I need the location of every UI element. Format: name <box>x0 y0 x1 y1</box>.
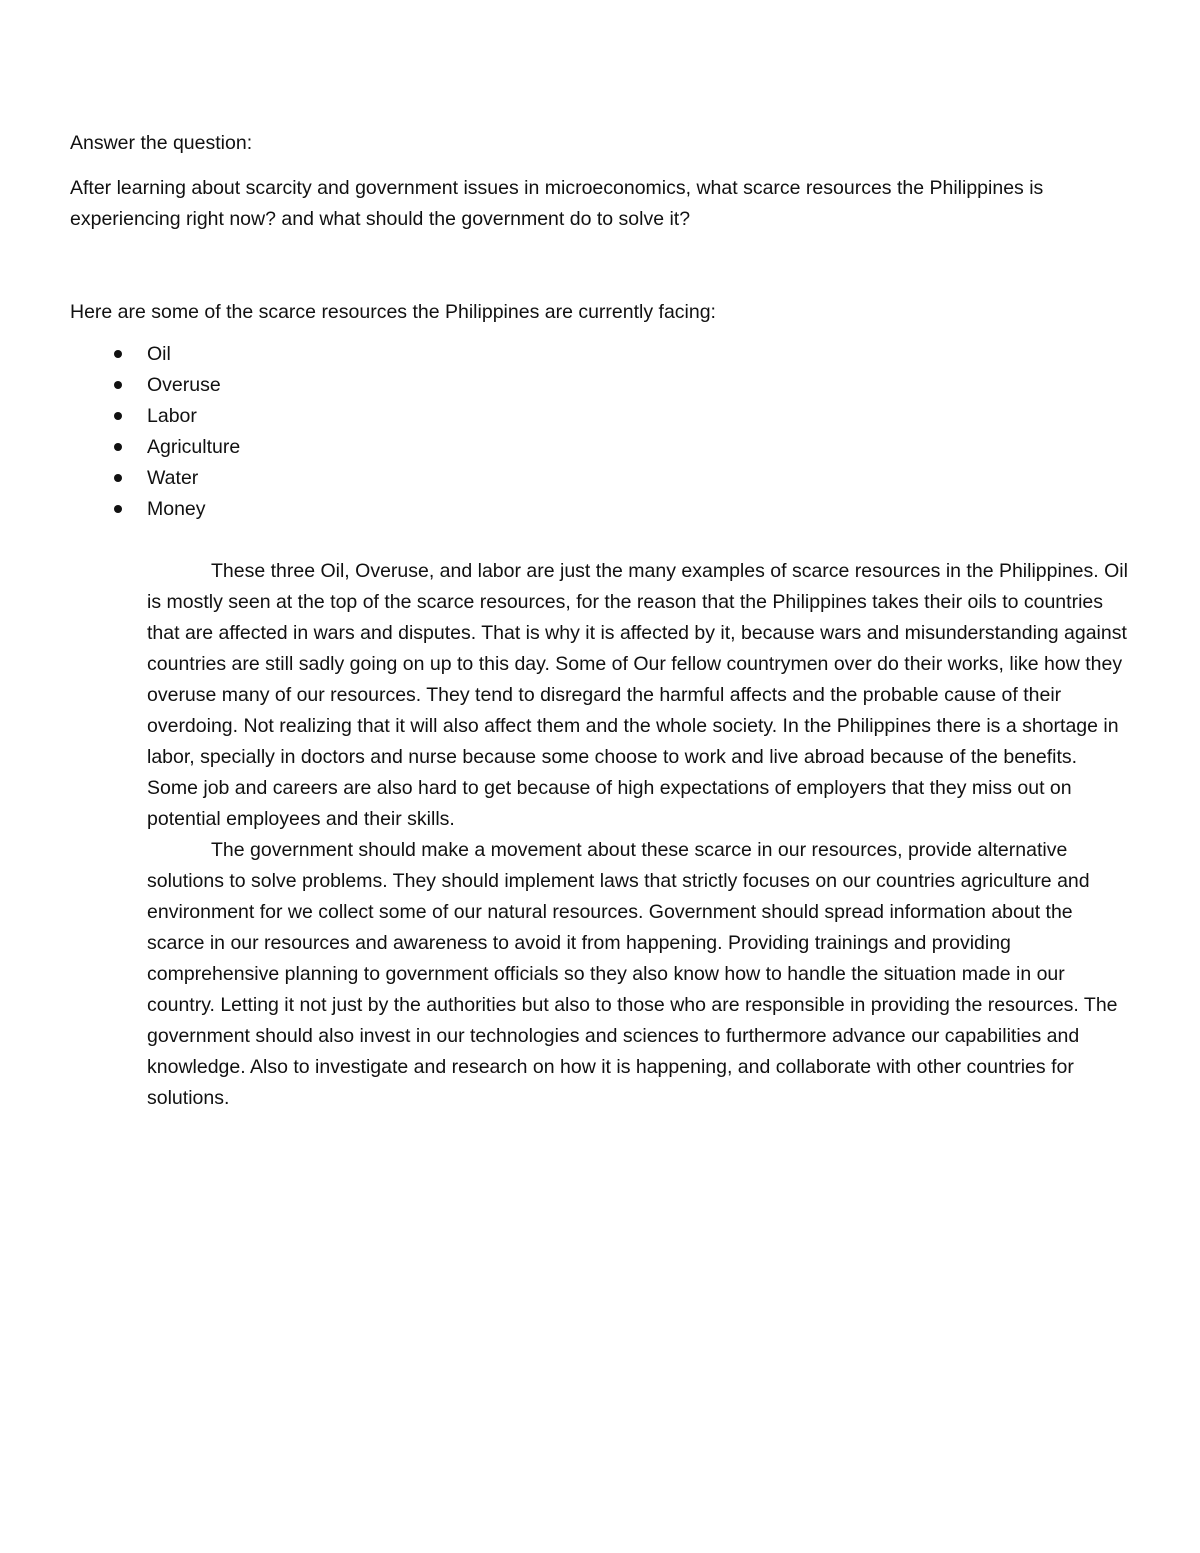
bullet-icon <box>114 443 122 451</box>
bullet-icon <box>114 474 122 482</box>
list-item <box>70 432 1135 463</box>
list-item-label: Agriculture <box>147 436 241 458</box>
bullet-icon <box>114 381 122 389</box>
essay-paragraph-government: The government should make a movement about these scarce in our resources, provide alternative solutions to solve problems. They should implement laws that strictly focuses on our countries agriculture and environment for we collect some of our natural resources. Government should spread information about the scarce in our resources and awareness to avoid it from happening. Providing trainings and providing comprehensive planning to government officials so they also know how to handle the situation made in our country. Letting it not just by the authorities but also to those who are responsible in providing the resources. The government should also invest in our technologies and sciences to furthermore advance our capabilities and knowledge. Also to investigate and research on how it is happening, and collaborate with other countries for solutions. <box>147 839 1118 1109</box>
resource-list <box>70 339 1135 525</box>
question-text: After learning about scarcity and government issues in microeconomics, what scarce resources the Philippines is experiencing right now? and what should the government do to solve it? <box>70 177 1044 230</box>
list-item <box>70 370 1135 401</box>
list-item <box>70 339 1135 370</box>
list-item-label: Money <box>147 498 206 520</box>
document-body <box>70 128 1135 1114</box>
list-item-label: Overuse <box>147 374 221 396</box>
essay-body <box>147 556 1132 1114</box>
essay-paragraph-resources: These three Oil, Overuse, and labor are just the many examples of scarce resources in the Philippines. Oil is mostly seen at the top of the scarce resources, for the reason that the Philippines takes their oils to countries that are affected in wars and disputes. That is why it is affected by it, because wars and misunderstanding against countries are still sadly going on up to this day. Some of Our fellow countrymen over do their works, like how they overuse many of our resources. They tend to disregard the harmful affects and the probable cause of their overdoing. Not realizing that it will also affect them and the whole society. In the Philippines there is a shortage in labor, specially in doctors and nurse because some choose to work and live abroad because of the benefits. Some job and careers are also hard to get because of high expectations of employers that they miss out on potential employees and their skills. <box>147 560 1128 830</box>
list-item <box>70 494 1135 525</box>
intro-text: Here are some of the scarce resources the Philippines are currently facing: <box>70 301 716 323</box>
list-item-label: Oil <box>147 343 171 365</box>
bullet-icon <box>114 412 122 420</box>
prompt-label: Answer the question: <box>70 132 253 154</box>
list-item-label: Labor <box>147 405 197 427</box>
bullet-icon <box>114 505 122 513</box>
list-item <box>70 401 1135 432</box>
bullet-icon <box>114 350 122 358</box>
list-item <box>70 463 1135 494</box>
list-item-label: Water <box>147 467 199 489</box>
